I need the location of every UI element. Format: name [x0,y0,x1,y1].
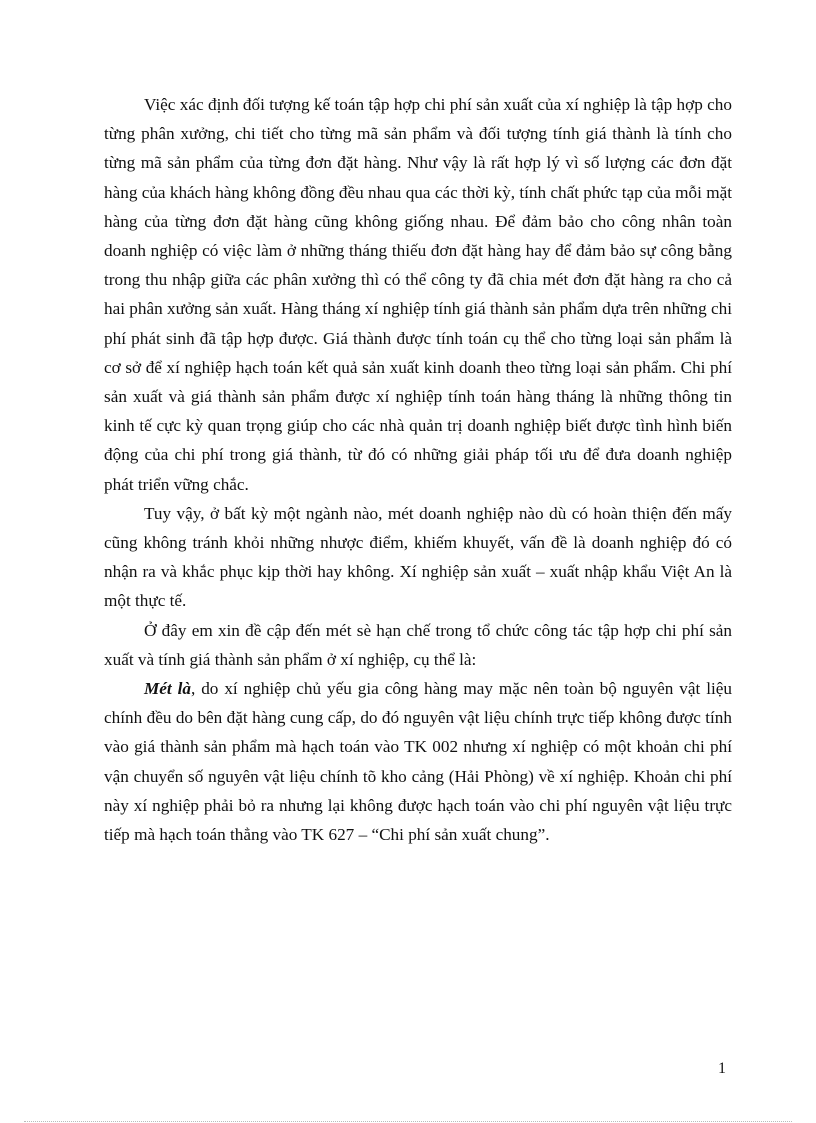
paragraph-3 [104,616,732,674]
page-number: 1 [718,1060,726,1077]
paragraph-1 [104,90,732,499]
paragraph-2-text: Tuy vậy, ở bất kỳ một ngành nào, mét doanh nghiệp nào dù có hoàn thiện đến mấy cũng không tránh khỏi những nhược điểm, khiếm khuyết, vấn đề là doanh nghiệp đó có nhận ra và khắc phục kịp thời hay không. Xí nghiệp sản xuất – xuất nhập khẩu Việt An là một thực tế. [104,503,732,611]
paragraph-2 [104,499,732,616]
document-body [104,90,732,849]
paragraph-4-lead: Mét là [144,679,191,699]
paragraph-3-text: Ở đây em xin đề cập đến mét sè hạn chế trong tổ chức công tác tập hợp chi phí sản xuất và tính giá thành sản phẩm ở xí nghiệp, cụ thể là: [104,620,732,669]
paragraph-1-text: Việc xác định đối tượng kế toán tập hợp chi phí sản xuất của xí nghiệp là tập hợp cho từng phân xưởng, chi tiết cho từng mã sản phẩm và đối tượng tính giá thành là tính cho từng mã sản phẩm của từng đơn đặt hàng. Như vậy là rất hợp lý vì số lượng các đơn đặt hàng của khách hàng không đồng đều nhau qua các thời kỳ, tính chất phức tạp của mỗi mặt hàng của từng đơn đặt hàng cũng không giống nhau. Để đảm bảo cho công nhân toàn doanh nghiệp có việc làm ở những tháng thiếu đơn đặt hàng hay để đảm bảo sự công bằng trong thu nhập giữa các phân xưởng thì có thể công ty đã chia mét đơn đặt hàng ra cho cả hai phân xưởng sản xuất. Hàng tháng xí nghiệp tính giá thành sản phẩm dựa trên những chi phí phát sinh đã tập hợp được. Giá thành được tính toán cụ thể cho từng loại sản phẩm là cơ sở để xí nghiệp hạch toán kết quả sản xuất kinh doanh theo từng loại sản phẩm. Chi phí sản xuất và giá thành sản phẩm được xí nghiệp tính toán hàng tháng là những thông tin kinh tế cực kỳ quan trọng giúp cho các nhà quản trị doanh nghiệp biết được tình hình biến động của chi phí trong giá thành, từ đó có những giải pháp tối ưu để đưa doanh nghiệp phát triển vững chắc. [104,95,732,494]
paragraph-4-text: , do xí nghiệp chủ yếu gia công hàng may mặc nên toàn bộ nguyên vật liệu chính đều do bên đặt hàng cung cấp, do đó nguyên vật liệu chính trực tiếp không được tính vào giá thành sản phẩm mà hạch toán vào TK 002 nhưng xí nghiệp có một khoản chi phí vận chuyển số nguyên vật liệu chính tõ kho cảng (Hải Phòng) về xí nghiệp. Khoản chi phí này xí nghiệp phải bỏ ra nhưng lại không được hạch toán vào chi phí nguyên vật liệu trực tiếp mà hạch toán thẳng vào TK 627 – “Chi phí sản xuất chung”. [104,679,732,845]
paragraph-4 [104,674,732,849]
page-bottom-divider [24,1121,792,1122]
